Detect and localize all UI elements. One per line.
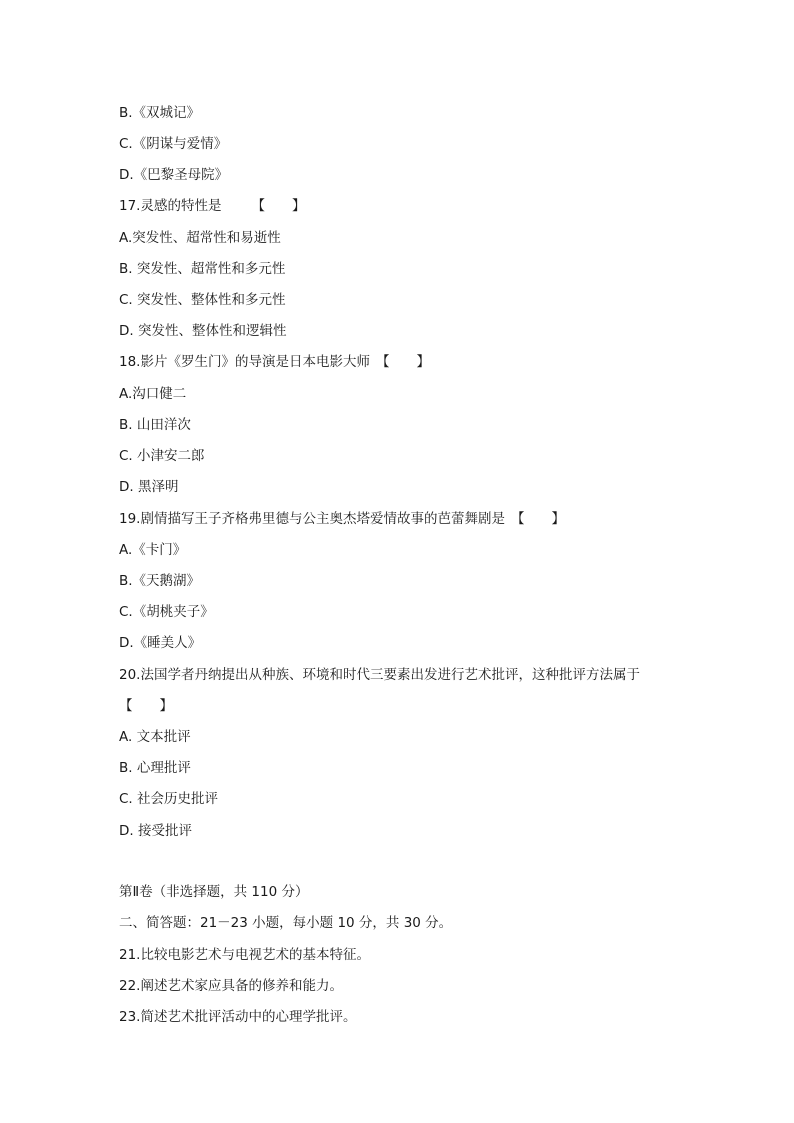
q17-option-b: B. 突发性、超常性和多元性	[119, 261, 286, 277]
q19-stem-text: 19.剧情描写王子齐格弗里德与公主奥杰塔爱情故事的芭蕾舞剧是	[119, 511, 505, 527]
q19-option-b: B.《天鹅湖》	[119, 573, 201, 589]
q19-option-d: D.《睡美人》	[119, 635, 202, 651]
q17-stem-text: 17.灵感的特性是	[119, 198, 222, 214]
q16-option-c: C.《阴谋与爱情》	[119, 136, 228, 152]
q18-stem-text: 18.影片《罗生门》的导演是日本电影大师	[119, 354, 370, 370]
q20-option-a: A. 文本批评	[119, 729, 191, 745]
q17-option-c: C. 突发性、整体性和多元性	[119, 292, 286, 308]
part2-title: 第Ⅱ卷（非选择题，共 110 分）	[119, 884, 309, 900]
q19-option-a: A.《卡门》	[119, 542, 187, 558]
part2-section-heading: 二、简答题：21－23 小题，每小题 10 分，共 30 分。	[119, 915, 453, 931]
q16-option-b: B.《双城记》	[119, 105, 201, 121]
q20-option-d: D. 接受批评	[119, 823, 192, 839]
q18-option-d: D. 黑泽明	[119, 479, 179, 495]
q20-option-b: B. 心理批评	[119, 760, 191, 776]
q21: 21.比较电影艺术与电视艺术的基本特征。	[119, 947, 370, 963]
q18-option-a: A.沟口健二	[119, 386, 187, 402]
q19-stem	[119, 510, 565, 528]
q18-option-c: C. 小津安二郎	[119, 448, 205, 464]
q17-stem	[119, 197, 305, 215]
q19-answer-blank: 【 】	[510, 511, 565, 527]
q20-option-c: C. 社会历史批评	[119, 791, 219, 807]
q22: 22.阐述艺术家应具备的修养和能力。	[119, 978, 343, 994]
q18-answer-blank: 【 】	[375, 354, 430, 370]
q18-stem	[119, 353, 430, 371]
q20-stem: 20.法国学者丹纳提出从种族、环境和时代三要素出发进行艺术批评，这种批评方法属于	[119, 667, 640, 683]
q18-option-b: B. 山田洋次	[119, 417, 191, 433]
q17-answer-blank: 【 】	[251, 198, 306, 214]
q19-option-c: C.《胡桃夹子》	[119, 604, 214, 620]
q17-option-a: A.突发性、超常性和易逝性	[119, 230, 281, 246]
q16-option-d: D.《巴黎圣母院》	[119, 167, 229, 183]
q17-option-d: D. 突发性、整体性和逻辑性	[119, 323, 287, 339]
q23: 23.简述艺术批评活动中的心理学批评。	[119, 1009, 357, 1025]
q20-answer-blank: 【 】	[119, 698, 173, 714]
